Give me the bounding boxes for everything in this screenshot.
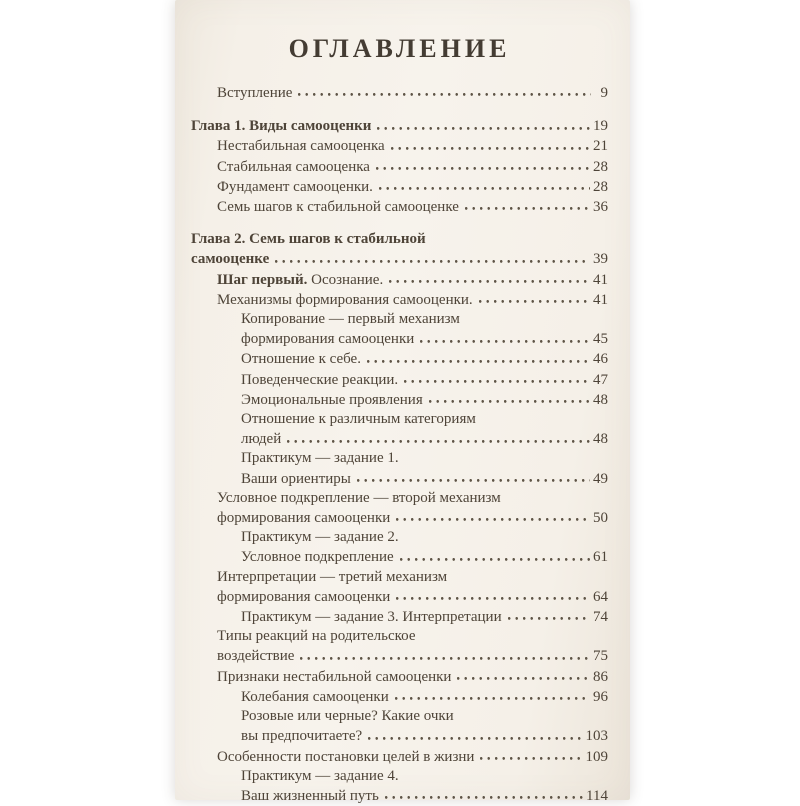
page-number: 103 xyxy=(585,728,608,745)
page-number: 46 xyxy=(593,351,608,368)
dot-leader xyxy=(480,747,582,761)
toc-line xyxy=(241,767,608,786)
page-number: 19 xyxy=(593,118,608,135)
dot-leader xyxy=(357,469,590,483)
dot-leader xyxy=(395,687,590,701)
entry-label: Типы реакций на родительское xyxy=(217,628,416,645)
entry-label: Эмоциональные проявления xyxy=(241,391,423,408)
toc-entry xyxy=(191,627,608,666)
page-number: 64 xyxy=(593,588,608,605)
dot-leader xyxy=(385,786,583,800)
dot-leader xyxy=(508,607,590,621)
entry-label: Ваши ориентиры xyxy=(241,470,351,487)
toc-line xyxy=(217,290,608,310)
dot-leader xyxy=(400,547,590,561)
toc-entry xyxy=(191,687,608,707)
toc-line xyxy=(241,469,608,489)
toc-line xyxy=(217,587,608,607)
entry-label: формирования самооценки xyxy=(217,588,391,605)
entry-label: вы предпочитаете? xyxy=(241,728,363,745)
entry-label: Фундамент самооценки. xyxy=(217,178,373,195)
toc-line xyxy=(241,429,608,449)
entry-label: Условное подкрепление xyxy=(241,549,394,566)
entry-label: Стабильная самооценка xyxy=(217,158,370,175)
entry-label: Отношение к различным категориям xyxy=(241,411,476,428)
toc-line xyxy=(217,508,608,528)
page-number: 45 xyxy=(593,331,608,348)
dot-leader xyxy=(479,290,590,304)
toc-line xyxy=(217,747,608,767)
page-title: ОГЛАВЛЕНИЕ xyxy=(288,34,511,63)
toc-entry xyxy=(191,310,608,349)
toc-line xyxy=(241,786,608,806)
entry-label-bold-prefix: Шаг первый. xyxy=(217,271,312,288)
toc-line xyxy=(241,687,608,707)
toc-entry xyxy=(191,230,608,269)
toc-line xyxy=(217,157,608,177)
entry-label: Условное подкрепление — второй механизм xyxy=(217,489,501,506)
toc-line xyxy=(241,707,608,726)
entry-label: Практикум — задание 2. xyxy=(241,529,399,546)
entry-label: Интерпретации — третий механизм xyxy=(217,568,448,585)
entry-label: Ваш жизненный путь xyxy=(241,787,379,804)
page-number: 86 xyxy=(593,668,608,685)
entry-label: Глава 1. Виды самооценки xyxy=(191,118,372,135)
dot-leader xyxy=(396,587,590,601)
toc-line xyxy=(241,726,608,746)
toc-line xyxy=(217,646,608,666)
page-number: 61 xyxy=(593,549,608,566)
toc-entry xyxy=(191,410,608,449)
page-number: 74 xyxy=(593,609,608,626)
toc-line xyxy=(241,370,608,390)
entry-label: Практикум — задание 4. xyxy=(241,767,399,784)
entry-label: Практикум — задание 1. xyxy=(241,450,399,467)
toc-line xyxy=(241,449,608,468)
toc-entry xyxy=(191,667,608,687)
dot-leader xyxy=(367,349,590,363)
toc-line xyxy=(241,547,608,567)
toc-entry xyxy=(191,707,608,746)
entry-label: Копирование — первый механизм xyxy=(241,311,460,328)
entry-label: людей xyxy=(241,431,282,448)
page-number: 48 xyxy=(593,431,608,448)
dot-leader xyxy=(368,726,582,740)
dot-leader xyxy=(429,390,590,404)
toc-entry xyxy=(191,157,608,177)
toc-line xyxy=(191,249,608,269)
toc-entry xyxy=(191,528,608,567)
toc-entry xyxy=(191,136,608,156)
page-number: 109 xyxy=(585,748,608,765)
entry-label: Вступление xyxy=(217,85,293,101)
toc-line xyxy=(241,329,608,349)
entry-label: Нестабильная самооценка xyxy=(217,138,385,155)
dot-leader xyxy=(420,329,590,343)
toc-entry xyxy=(191,177,608,197)
toc-entry xyxy=(191,349,608,369)
entry-label: Глава 2. Семь шагов к стабильной xyxy=(191,231,426,248)
toc-entry xyxy=(191,449,608,488)
page-number: 48 xyxy=(593,391,608,408)
page-number: 50 xyxy=(593,510,608,527)
dot-leader xyxy=(275,249,590,263)
dot-leader xyxy=(457,667,590,681)
page-number: 75 xyxy=(593,648,608,665)
page-number: 41 xyxy=(593,271,608,288)
toc-line xyxy=(217,667,608,687)
toc-entry xyxy=(191,747,608,767)
dot-leader xyxy=(465,197,590,211)
toc-line xyxy=(241,410,608,429)
entry-label: воздействие xyxy=(217,648,295,665)
entry-label: Поведенческие реакции. xyxy=(241,371,399,388)
book-page xyxy=(175,0,630,804)
toc-line xyxy=(217,83,608,103)
toc-entry xyxy=(191,390,608,410)
page-number: 9 xyxy=(600,85,608,101)
toc-entry xyxy=(191,270,608,290)
entry-label: Признаки нестабильной самооценки xyxy=(217,668,452,685)
toc-line xyxy=(191,116,608,136)
page-number: 28 xyxy=(593,158,608,175)
toc-entry xyxy=(191,767,608,806)
toc-line xyxy=(241,349,608,369)
toc-list xyxy=(191,83,608,806)
toc-line xyxy=(217,197,608,217)
toc-entry xyxy=(191,370,608,390)
page-number: 49 xyxy=(593,470,608,487)
page-number: 21 xyxy=(593,138,608,155)
entry-label: Семь шагов к стабильной самооценке xyxy=(217,199,459,216)
page-number: 41 xyxy=(593,291,608,308)
toc-entry xyxy=(191,83,608,103)
entry-label: Особенности постановки целей в жизни xyxy=(217,748,475,765)
toc-line xyxy=(217,270,608,290)
dot-leader xyxy=(298,83,591,97)
toc-entry xyxy=(191,197,608,217)
dot-leader xyxy=(287,429,590,443)
page-number: 114 xyxy=(586,787,608,804)
entry-label: Механизмы формирования самооценки. xyxy=(217,291,473,308)
entry-label: Колебания самооценки xyxy=(241,688,389,705)
page-number: 28 xyxy=(593,178,608,195)
toc-line xyxy=(241,607,608,627)
dot-leader xyxy=(377,116,590,130)
toc-line xyxy=(217,136,608,156)
toc-line xyxy=(217,627,608,646)
entry-label: самооценке xyxy=(191,251,270,268)
entry-label: Практикум — задание 3. Интерпретации xyxy=(241,609,502,626)
toc-entry xyxy=(191,116,608,136)
page-number: 36 xyxy=(593,199,608,216)
dot-leader xyxy=(391,136,590,150)
toc-line xyxy=(241,528,608,547)
toc-line xyxy=(241,390,608,410)
page-number: 47 xyxy=(593,371,608,388)
entry-label: Шаг первый. Осознание. xyxy=(217,271,384,288)
dot-leader xyxy=(379,177,590,191)
toc-line xyxy=(191,230,608,249)
entry-label: Отношение к себе. xyxy=(241,351,361,368)
page-number: 96 xyxy=(593,688,608,705)
toc-entry xyxy=(191,607,608,627)
entry-label: Розовые или черные? Какие очки xyxy=(241,708,454,725)
toc-line xyxy=(217,489,608,508)
toc-line xyxy=(217,568,608,587)
dot-leader xyxy=(376,157,590,171)
entry-label: формирования самооценки xyxy=(217,510,391,527)
dot-leader xyxy=(300,646,590,660)
entry-label: формирования самооценки xyxy=(241,331,415,348)
dot-leader xyxy=(404,370,590,384)
page-number: 39 xyxy=(593,251,608,268)
toc-entry xyxy=(191,290,608,310)
dot-leader xyxy=(389,270,590,284)
toc-entry xyxy=(191,489,608,528)
toc-line xyxy=(217,177,608,197)
toc-line xyxy=(241,310,608,329)
dot-leader xyxy=(396,508,590,522)
toc-entry xyxy=(191,568,608,607)
